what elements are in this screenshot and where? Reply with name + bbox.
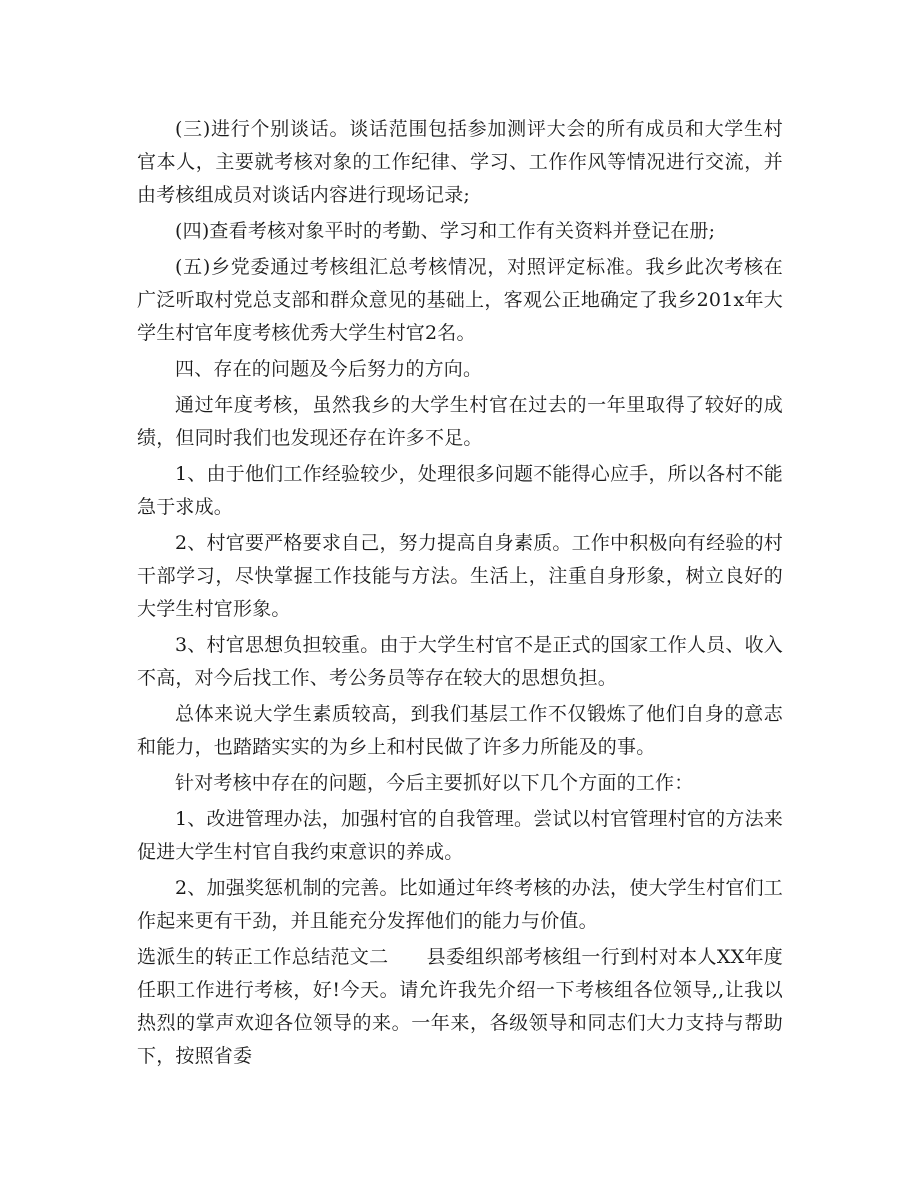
paragraph-interview: (三)进行个别谈话。谈话范围包括参加测评大会的所有成员和大学生村官本人，主要就考核对象的工作纪律、学习、工作作风等情况进行交流，并由考核组成员对谈话内容进行现场记录; bbox=[137, 118, 783, 206]
section-heading-problems: 四、存在的问题及今后努力的方向。 bbox=[175, 358, 483, 380]
paragraph-problem-1: 1、由于他们工作经验较少，处理很多问题不能得心应手，所以各村不能急于求成。 bbox=[137, 463, 783, 518]
document-body bbox=[137, 113, 783, 1076]
paragraph-annual-review: 通过年度考核，虽然我乡的大学生村官在过去的一年里取得了较好的成绩，但同时我们也发现还存在许多不足。 bbox=[137, 394, 783, 449]
sample-two-body: 县委组织部考核组一行到村对本人XX年度任职工作进行考核，好!今天。请允许我先介绍一下考核组各位领导,,让我以热烈的掌声欢迎各位领导的来。一年来，各级领导和同志们大力支持与帮助下，按照省委 bbox=[137, 946, 784, 1067]
paragraph-sample-two bbox=[137, 941, 783, 1073]
paragraph-attendance: (四)查看考核对象平时的考勤、学习和工作有关资料并登记在册; bbox=[175, 220, 716, 242]
paragraph-problem-2: 2、村官要严格要求自己，努力提高自身素质。工作中积极向有经验的村干部学习，尽快掌握工作技能与方法。生活上，注重自身形象，树立良好的大学生村官形象。 bbox=[137, 532, 783, 620]
paragraph-measure-2: 2、加强奖惩机制的完善。比如通过年终考核的办法，使大学生村官们工作起来更有干劲，并且能充分发挥他们的能力与价值。 bbox=[137, 877, 783, 932]
paragraph-summary: 总体来说大学生素质较高，到我们基层工作不仅锻炼了他们自身的意志和能力，也踏踏实实的为乡上和村民做了许多力所能及的事。 bbox=[137, 703, 783, 758]
paragraph-work-focus: 针对考核中存在的问题，今后主要抓好以下几个方面的工作： bbox=[175, 772, 694, 794]
paragraph-measure-1: 1、改进管理办法，加强村官的自我管理。尝试以村官管理村官的方法来促进大学生村官自我约束意识的养成。 bbox=[137, 808, 783, 863]
paragraph-evaluation: (五)乡党委通过考核组汇总考核情况，对照评定标准。我乡此次考核在广泛听取村党总支部和群众意见的基础上，客观公正地确定了我乡201x年大学生村官年度考核优秀大学生村官2名。 bbox=[137, 256, 783, 344]
paragraph-problem-3: 3、村官思想负担较重。由于大学生村官不是正式的国家工作人员、收入不高，对今后找工作、考公务员等存在较大的思想负担。 bbox=[137, 634, 783, 689]
sample-two-heading: 选派生的转正工作总结范文二 bbox=[137, 946, 389, 968]
